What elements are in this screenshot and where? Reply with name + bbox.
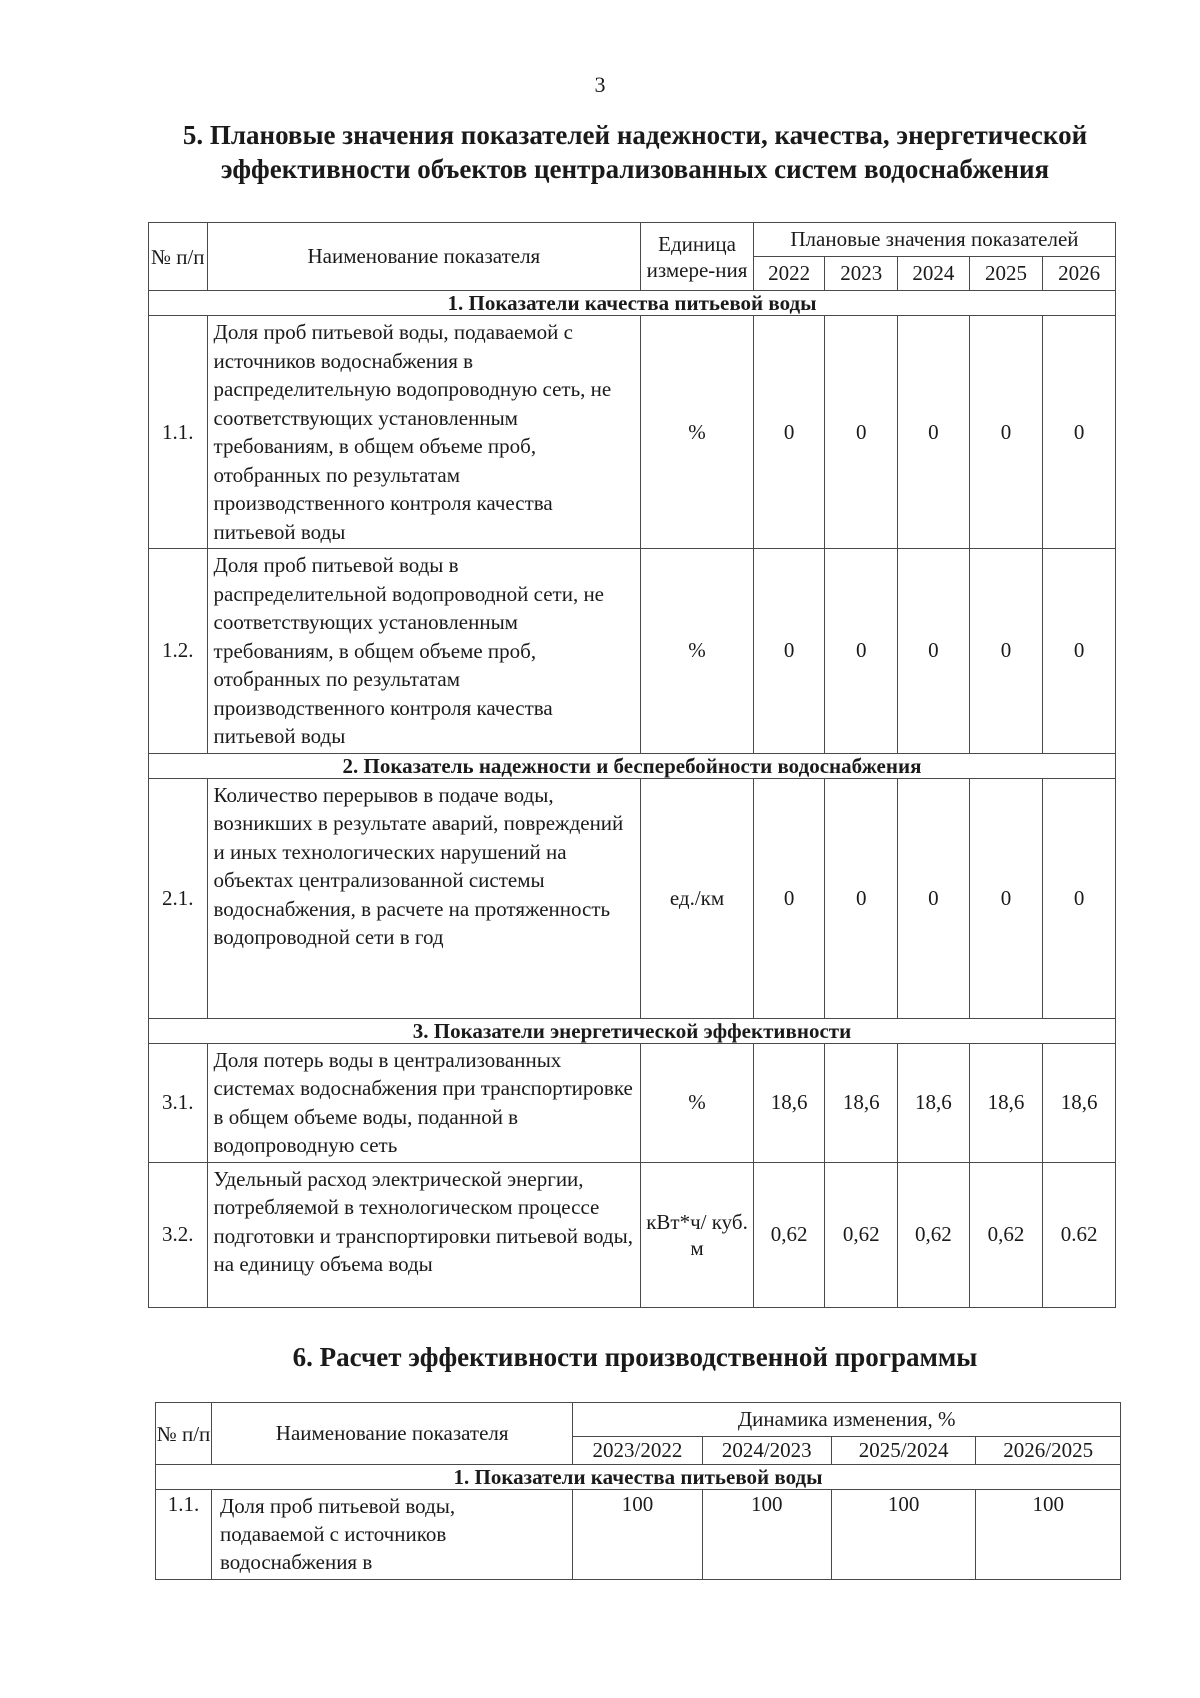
row-value: 0,62 [969, 1162, 1043, 1307]
row-value: 0 [969, 549, 1043, 754]
row-value: 0 [1043, 316, 1116, 549]
header-name: Наименование показателя [207, 223, 641, 291]
row-num: 3.2. [149, 1162, 208, 1307]
row-value: 18,6 [753, 1043, 825, 1162]
row-value: 0 [898, 778, 970, 1018]
efficiency-table [155, 1402, 1121, 1580]
table-row [149, 1162, 1116, 1307]
row-value: 0 [898, 549, 970, 754]
table-row [149, 549, 1116, 754]
group-title: 2. Показатель надежности и бесперебойности водоснабжения [149, 753, 1116, 778]
row-num: 1.2. [149, 549, 208, 754]
section-5-title: 5. Плановые значения показателей надежности, качества, энергетической эффективности объектов централизованных систем водоснабжения [182, 120, 1088, 184]
row-value: 18,6 [969, 1043, 1043, 1162]
row-value: 0 [753, 316, 825, 549]
row-unit: ед./км [641, 778, 754, 1018]
row-value: 0 [969, 316, 1043, 549]
header-period: 2026/2025 [976, 1437, 1121, 1465]
row-value: 0 [825, 778, 898, 1018]
row-unit: кВт*ч/ куб. м [641, 1162, 754, 1307]
row-value: 0,62 [825, 1162, 898, 1307]
row-unit: % [641, 316, 754, 549]
row-value: 0,62 [898, 1162, 970, 1307]
table-row [149, 778, 1116, 1018]
row-num: 1.1. [156, 1490, 212, 1580]
group-title: 1. Показатели качества питьевой воды [149, 291, 1116, 316]
row-name: Количество перерывов в подаче воды, возникших в результате аварий, повреждений и иных технологических нарушений на объектах централизованной системы водоснабжения, в расчете на протяженность водопроводной сети в год [207, 778, 641, 1018]
row-value: 0 [753, 778, 825, 1018]
row-name: Доля проб питьевой воды, подаваемой с источников водоснабжения в распределительную водопроводную сеть, не соответствующих установленным требованиям, в общем объеме проб, отобранных по результатам производственного контроля качества питьевой воды [207, 316, 641, 549]
row-num: 1.1. [149, 316, 208, 549]
row-value: 18,6 [1043, 1043, 1116, 1162]
header-period: 2023/2022 [573, 1437, 702, 1465]
row-value: 0 [969, 778, 1043, 1018]
row-value: 18,6 [898, 1043, 970, 1162]
row-value: 100 [573, 1490, 702, 1580]
section-6-title: 6. Расчет эффективности производственной программы [292, 1342, 978, 1372]
header-num: № п/п [149, 223, 208, 291]
planned-values-table [148, 222, 1116, 1308]
row-name: Доля проб питьевой воды, подаваемой с источников водоснабжения в [211, 1490, 572, 1580]
header-period: 2024/2023 [702, 1437, 831, 1465]
row-value: 0 [825, 316, 898, 549]
header-unit: Единица измере-ния [641, 223, 754, 291]
header-plan: Плановые значения показателей [753, 223, 1115, 257]
row-value: 0 [1043, 549, 1116, 754]
table-row [156, 1490, 1121, 1580]
page-number: 3 [594, 72, 606, 97]
header-dynamics: Динамика изменения, % [573, 1403, 1121, 1437]
row-num: 2.1. [149, 778, 208, 1018]
row-value: 0.62 [1043, 1162, 1116, 1307]
row-value: 100 [976, 1490, 1121, 1580]
row-num: 3.1. [149, 1043, 208, 1162]
header-period: 2025/2024 [831, 1437, 976, 1465]
row-value: 18,6 [825, 1043, 898, 1162]
row-name: Доля потерь воды в централизованных системах водоснабжения при транспортировке в общем объеме воды, поданной в водопроводную сеть [207, 1043, 641, 1162]
header-year: 2022 [753, 257, 825, 291]
header-name: Наименование показателя [211, 1403, 572, 1465]
header-num: № п/п [156, 1403, 212, 1465]
header-year: 2026 [1043, 257, 1116, 291]
row-value: 0 [753, 549, 825, 754]
row-unit: % [641, 1043, 754, 1162]
group-title: 3. Показатели энергетической эффективности [149, 1018, 1116, 1043]
row-name: Удельный расход электрической энергии, потребляемой в технологическом процессе подготовки и транспортировки питьевой воды, на единицу объема воды [207, 1162, 641, 1307]
row-unit: % [641, 549, 754, 754]
group-title: 1. Показатели качества питьевой воды [156, 1465, 1121, 1490]
table-row [149, 1043, 1116, 1162]
row-value: 0 [825, 549, 898, 754]
row-value: 0,62 [753, 1162, 825, 1307]
table-row [149, 316, 1116, 549]
header-year: 2025 [969, 257, 1043, 291]
header-year: 2024 [898, 257, 970, 291]
row-value: 0 [898, 316, 970, 549]
header-year: 2023 [825, 257, 898, 291]
row-value: 0 [1043, 778, 1116, 1018]
row-value: 100 [702, 1490, 831, 1580]
row-name: Доля проб питьевой воды в распределительной водопроводной сети, не соответствующих установленным требованиям, в общем объеме проб, отобранных по результатам производственного контроля качества питьевой воды [207, 549, 641, 754]
row-value: 100 [831, 1490, 976, 1580]
